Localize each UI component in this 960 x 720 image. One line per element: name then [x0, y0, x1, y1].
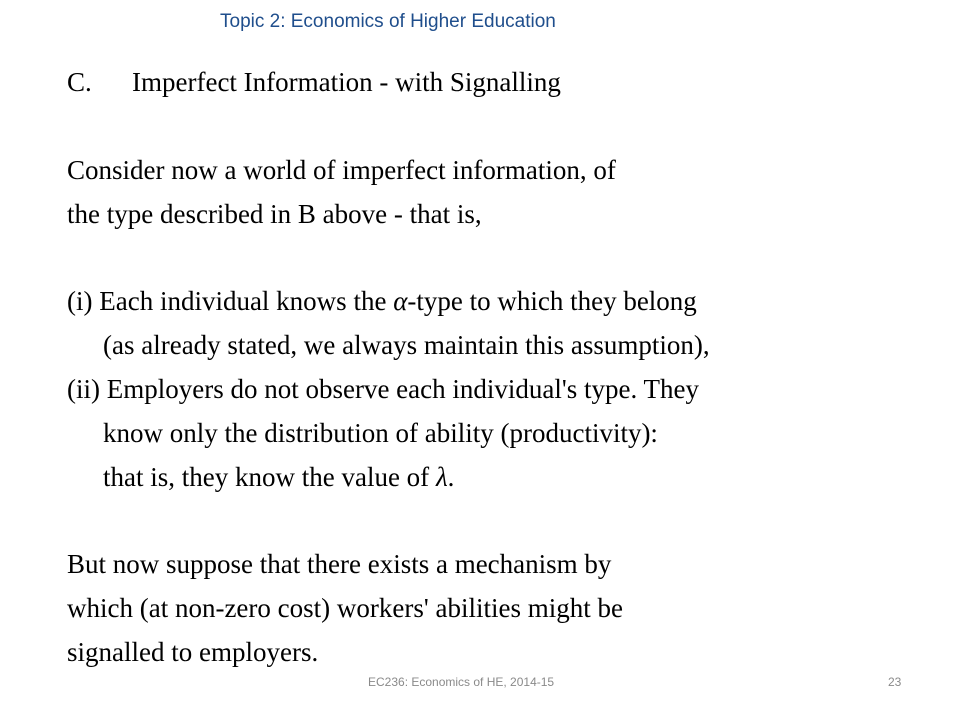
list-item-1-continuation: (as already stated, we always maintain this assumption), — [103, 330, 710, 360]
list-item-1-prefix: (i) Each individual knows the — [67, 286, 394, 316]
paragraph-2-line-1: But now suppose that there exists a mechanism by — [67, 549, 612, 579]
list-item-2-line-2: know only the distribution of ability (productivity): — [103, 418, 658, 448]
section-title: Imperfect Information - with Signalling — [132, 67, 561, 97]
section-heading — [67, 69, 561, 96]
paragraph-2-line-3: signalled to employers. — [67, 637, 319, 667]
footer-page-number: 23 — [888, 675, 902, 689]
lambda-symbol: λ — [435, 462, 448, 492]
paragraph-1-line-2: the type described in B above - that is, — [67, 199, 482, 229]
list-item-2-line-3-suffix: . — [447, 462, 455, 492]
paragraph-2-line-2: which (at non-zero cost) workers' abilities might be — [67, 593, 623, 623]
list-item-1 — [67, 288, 697, 315]
alpha-symbol: α — [393, 286, 408, 316]
topic-header: Topic 2: Economics of Higher Education — [220, 11, 556, 32]
list-item-2-line-1: (ii) Employers do not observe each individual's type. They — [67, 374, 699, 404]
list-item-1-suffix: -type to which they belong — [407, 286, 697, 316]
list-item-2-line-3-prefix: that is, they know the value of — [103, 462, 436, 492]
footer-course-label: EC236: Economics of HE, 2014-15 — [368, 675, 555, 689]
section-letter: C. — [67, 67, 92, 97]
list-item-2-line-3 — [103, 464, 454, 491]
paragraph-1-line-1: Consider now a world of imperfect information, of — [67, 155, 616, 185]
